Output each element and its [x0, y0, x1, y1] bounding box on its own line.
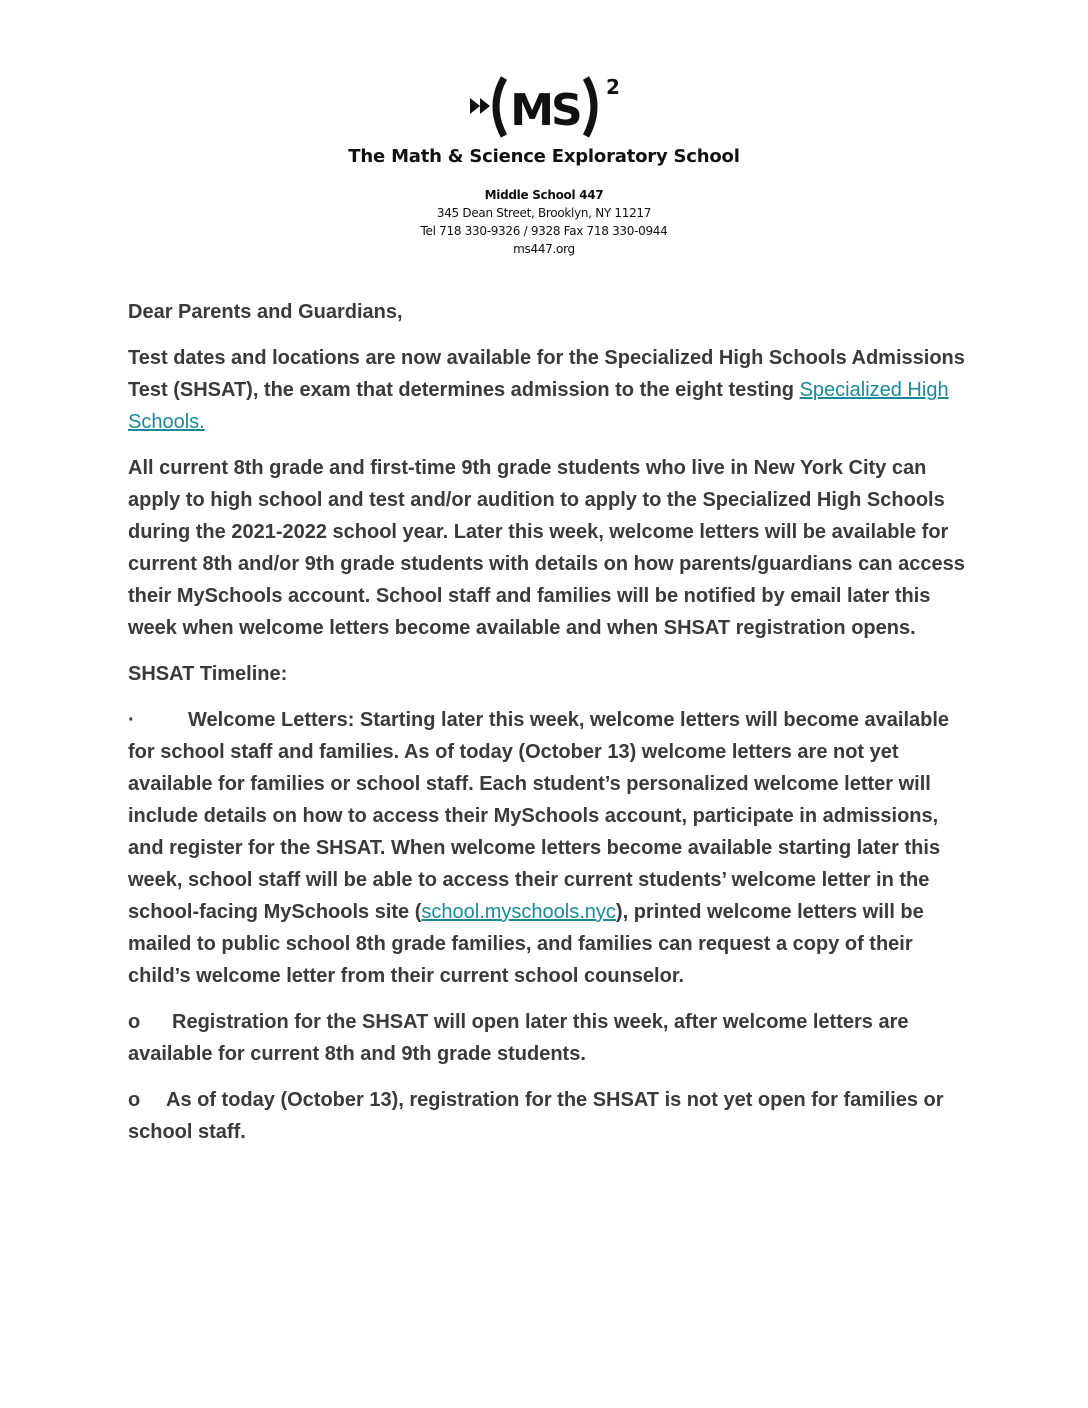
svg-text:MS: MS [510, 85, 580, 136]
specialized-high-schools-link[interactable]: Specialized High Schools. [128, 379, 949, 433]
street-address: 345 Dean Street, Brooklyn, NY 11217 [436, 206, 652, 220]
school-number: Middle School 447 [484, 188, 604, 202]
logo-superscript: 2 [606, 75, 620, 99]
greeting: Dear Parents and Guardians, [128, 301, 403, 323]
fast-forward-icon [464, 72, 624, 144]
letterhead [0, 72, 1088, 256]
bullet-welcome-letters [128, 704, 968, 992]
bullet-text-cont: ), printed welcome letters will be mailed to public school 8th grade families, and families can request a copy of their child’s welcome letter from their current school counselor. [128, 901, 924, 987]
paragraph-eligibility: All current 8th grade and first-time 9th grade students who live in New York City can apply to high school and test and/or audition to apply to the Specialized High Schools during the 2021-2022 school year. Later this week, welcome letters will be available for current 8th and/or 9th grade students with details on how parents/guardians can access their MySchools account. School staff and families will be notified by email later this week when welcome letters become available and when SHSAT registration opens. [128, 457, 965, 639]
bullet-text: Welcome Letters: Starting later this week, welcome letters will become available for school staff and families. As of today (October 13) welcome letters are not yet available for families or school staff. Each student’s personalized welcome letter will include details on how to access their MySchools account, participate in admissions, and register for the SHSAT. When welcome letters become available starting later this week, school staff will be able to access their current students’ welcome letter in the school-facing MySchools site ( [128, 709, 950, 923]
sub-bullet-marker: o [128, 1011, 141, 1033]
sub-bullet-text: Registration for the SHSAT will open later this week, after welcome letters are available for current 8th and 9th grade students. [128, 1011, 909, 1065]
sub-bullet-marker: o [128, 1089, 141, 1111]
letter-body [128, 296, 968, 1162]
sub-bullet-text: As of today (October 13), registration for the SHSAT is not yet open for families or school staff. [128, 1089, 944, 1143]
bullet-marker: · [128, 709, 135, 731]
school-logo [464, 72, 624, 144]
website: ms447.org [513, 242, 575, 256]
sub-bullet-not-open [128, 1084, 968, 1148]
timeline-heading: SHSAT Timeline: [128, 663, 288, 685]
address-block [0, 186, 1088, 258]
school-name: The Math & Science Exploratory School [348, 146, 740, 167]
paragraph-shsat-dates [128, 342, 968, 438]
myschools-link[interactable]: school.myschools.nyc [421, 901, 616, 923]
paragraph-text: Test dates and locations are now available for the Specialized High Schools Admissions Test (SHSAT), the exam that determines admission to the eight testing [128, 347, 965, 401]
sub-bullet-registration [128, 1006, 968, 1070]
phone-fax: Tel 718 330-9326 / 9328 Fax 718 330-0944 [420, 224, 668, 238]
